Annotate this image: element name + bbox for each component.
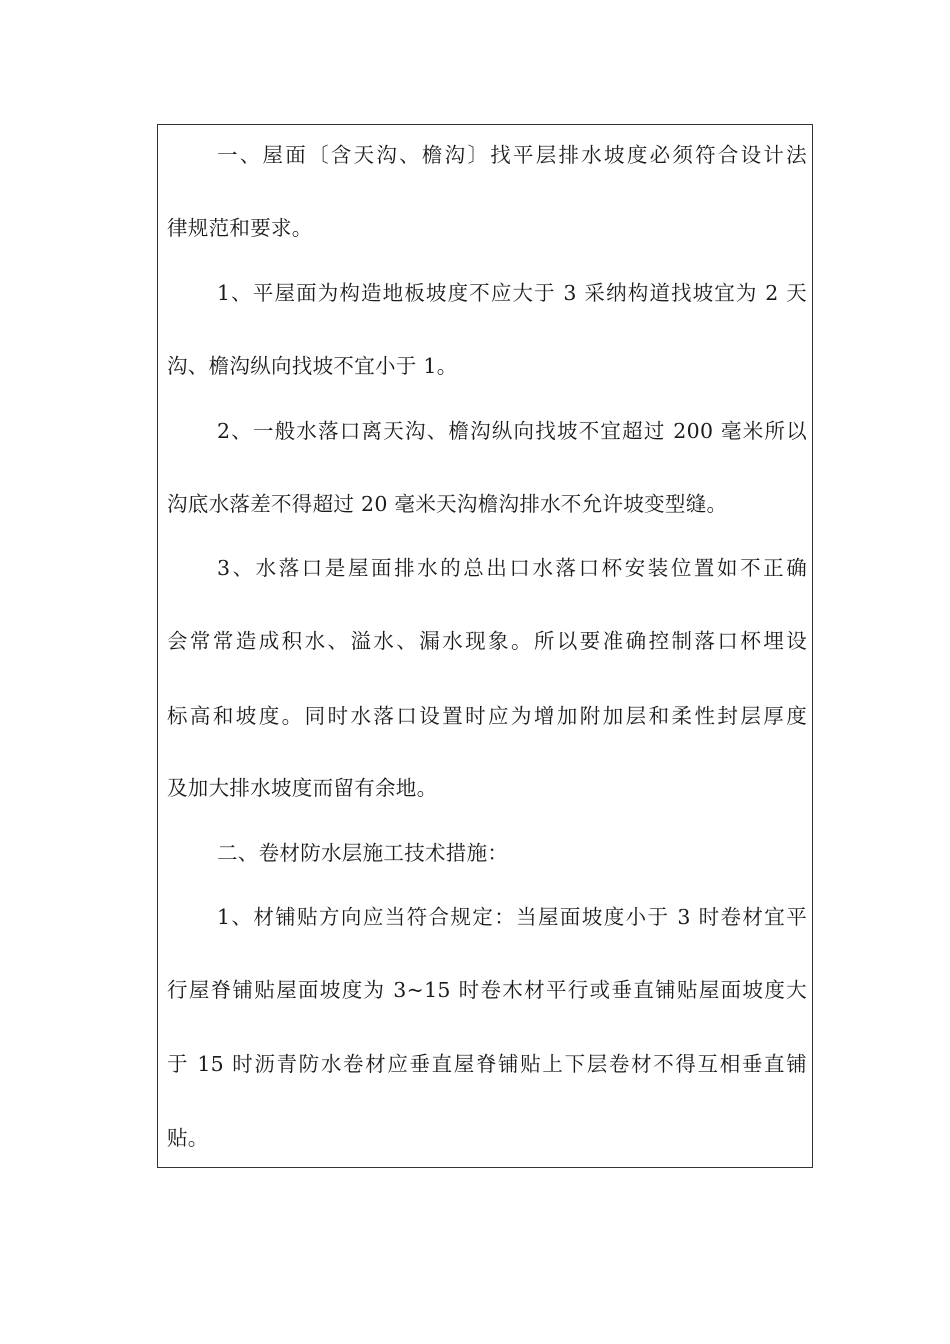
paragraph-line: 律规范和要求。 [167,216,313,240]
paragraph-line: 沟底水落差不得超过 20 毫米天沟檐沟排水不允许坡变型缝。 [167,492,728,516]
section-heading-1: 一、屋面〔含天沟、檐沟〕找平层排水坡度必须符合设计法 [217,143,807,167]
paragraph-line: 行屋脊铺贴屋面坡度为 3~15 时卷木材平行或垂直铺贴屋面坡度大 [167,978,807,1002]
item-2-line: 2、一般水落口离天沟、檐沟纵向找坡不宜超过 200 毫米所以 [217,419,807,443]
paragraph-line: 标高和坡度。同时水落口设置时应为增加附加层和柔性封层厚度 [167,704,807,728]
section-heading-2: 二、卷材防水层施工技术措施： [217,841,509,865]
paragraph-line: 会常常造成积水、溢水、漏水现象。所以要准确控制落口杯埋设 [167,629,807,653]
item-3-line: 3、水落口是屋面排水的总出口水落口杯安装位置如不正确 [217,556,807,580]
paragraph-line: 贴。 [167,1126,209,1150]
paragraph-line: 于 15 时沥青防水卷材应垂直屋脊铺贴上下层卷材不得互相垂直铺 [167,1052,807,1076]
item-1-line: 1、材铺贴方向应当符合规定：当屋面坡度小于 3 时卷材宜平 [217,905,807,929]
item-1-line: 1、平屋面为构造地板坡度不应大于 3 采纳构道找坡宜为 2 天 [217,281,807,305]
paragraph-line: 沟、檐沟纵向找坡不宜小于 1。 [167,354,458,378]
paragraph-line: 及加大排水坡度而留有余地。 [167,776,438,800]
